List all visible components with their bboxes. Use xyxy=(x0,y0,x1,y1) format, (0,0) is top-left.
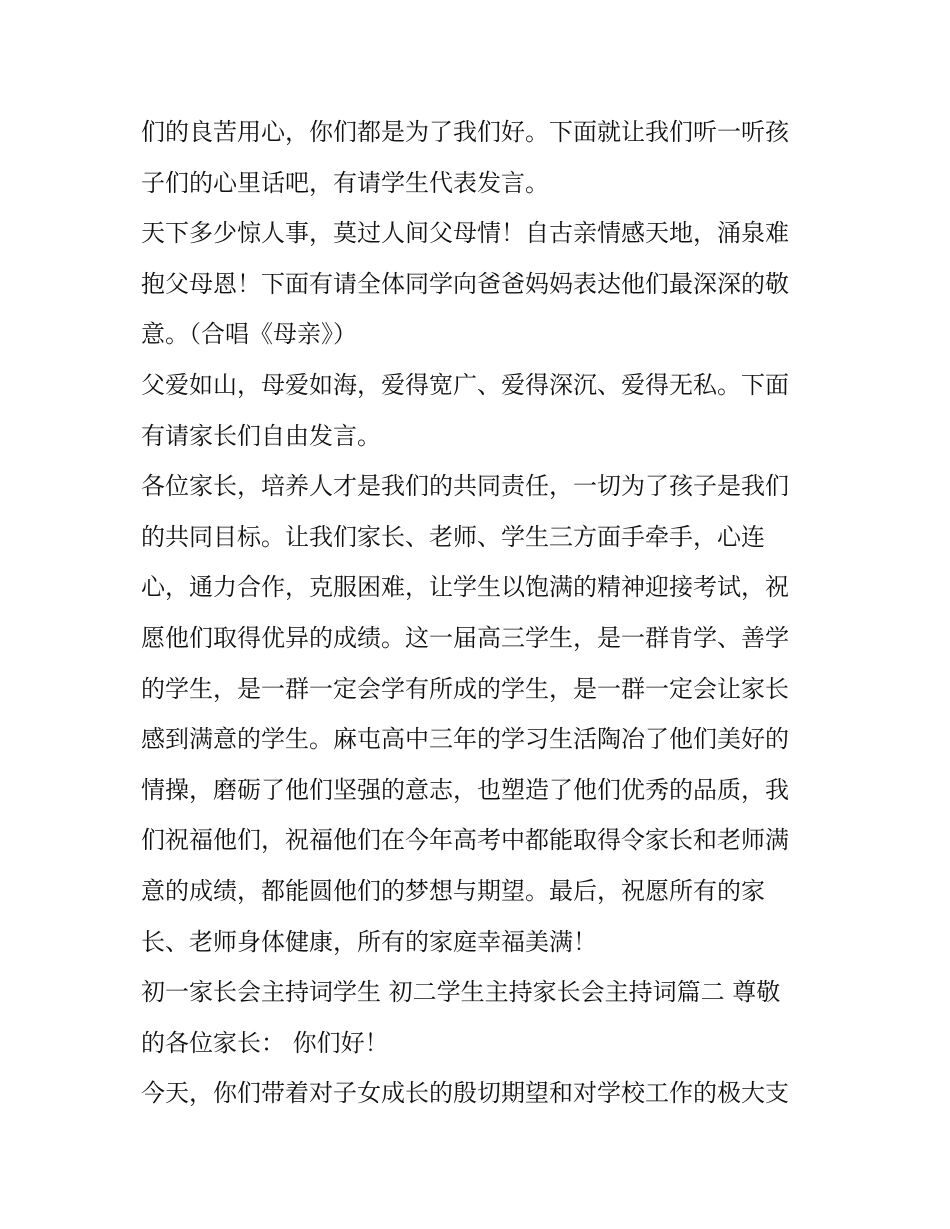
text-line-4: 抱父母恩！下面有请全体同学向爸爸妈妈表达他们最深深的敬 xyxy=(141,269,789,298)
text-line-1: 们的良苦用心，你们都是为了我们好。下面就让我们听一听孩 xyxy=(141,118,789,146)
text-line-2: 子们的心里话吧，有请学生代表发言。 xyxy=(141,168,549,197)
text-line-5: 意。（合唱《母亲》） xyxy=(141,320,357,349)
text-line-16: 意的成绩，都能圆他们的梦想与期望。最后，祝愿所有的家 xyxy=(141,876,765,905)
text-line-19: 的各位家长： 你们好！ xyxy=(141,1028,389,1057)
text-line-8: 各位家长，培养人才是我们的共同责任，一切为了孩子是我们 xyxy=(141,472,789,501)
text-line-3: 天下多少惊人事，莫过人间父母情！自古亲情感天地，涌泉难 xyxy=(141,219,789,248)
text-line-14: 情操，磨砺了他们坚强的意志，也塑造了他们优秀的品质，我 xyxy=(141,775,789,804)
text-line-15: 们祝福他们，祝福他们在今年高考中都能取得令家长和老师满 xyxy=(141,826,789,855)
text-line-18: 初一家长会主持词学生 初二学生主持家长会主持词篇二 尊敬 xyxy=(141,978,781,1007)
text-line-7: 有请家长们自由发言。 xyxy=(141,421,381,450)
text-line-11: 愿他们取得优异的成绩。这一届高三学生，是一群肯学、善学 xyxy=(141,623,789,652)
text-line-6: 父爱如山，母爱如海，爱得宽广、爱得深沉、爱得无私。下面 xyxy=(141,370,789,399)
text-line-13: 感到满意的学生。麻屯高中三年的学习生活陶冶了他们美好的 xyxy=(141,725,789,754)
text-line-17: 长、老师身体健康，所有的家庭幸福美满！ xyxy=(141,927,597,956)
document-body xyxy=(141,107,813,1119)
text-line-12: 的学生，是一群一定会学有所成的学生，是一群一定会让家长 xyxy=(141,674,789,703)
text-line-20: 今天，你们带着对子女成长的殷切期望和对学校工作的极大支 xyxy=(141,1079,789,1108)
text-line-10: 心，通力合作，克服困难，让学生以饱满的精神迎接考试，祝 xyxy=(141,573,789,602)
text-line-9: 的共同目标。让我们家长、老师、学生三方面手牵手，心连 xyxy=(141,522,765,551)
